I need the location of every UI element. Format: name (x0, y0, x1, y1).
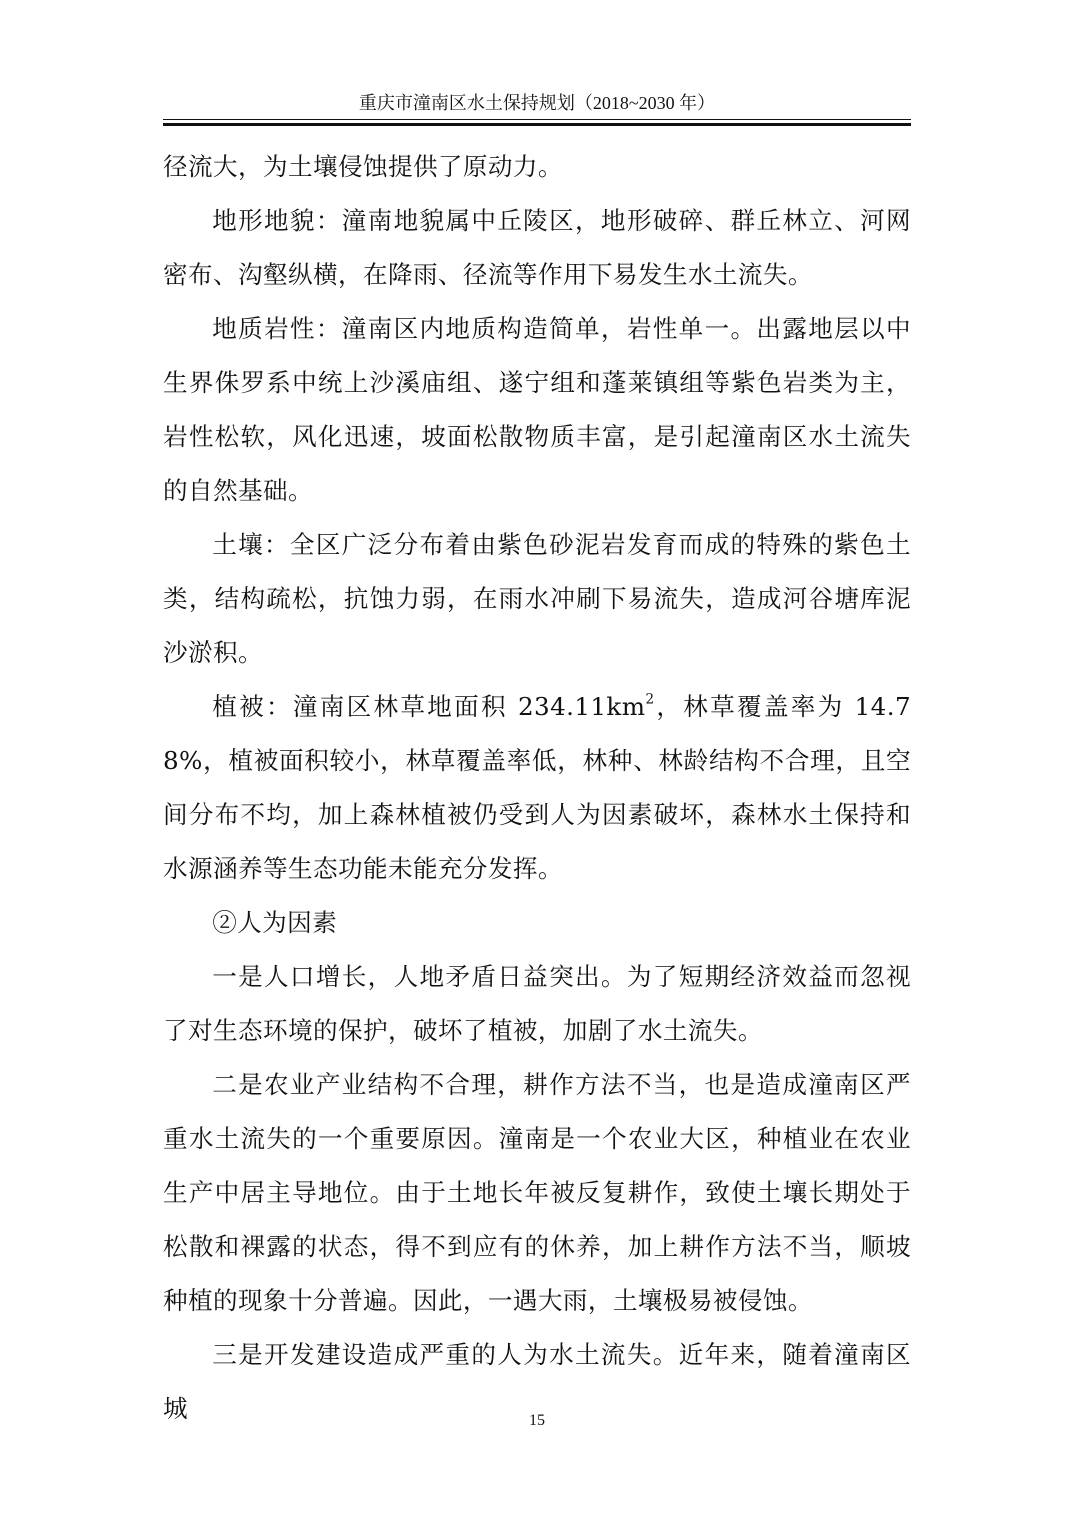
header-rule-thin (163, 119, 911, 120)
page-number: 15 (529, 1412, 545, 1429)
paragraph-continuation: 径流大，为土壤侵蚀提供了原动力。 (163, 152, 563, 181)
subheading-human-factors: ②人为因素 (212, 908, 338, 937)
paragraph-human-3: 三是开发建设造成严重的人为水土流失。近年来，随着潼南区城 (163, 1340, 911, 1423)
paragraph-human-2: 二是农业产业结构不合理，耕作方法不当，也是造成潼南区严重水土流失的一个重要原因。潼南是一个农业大区，种植业在农业生产中居主导地位。由于土地长年被反复耕作，致使土壤长期处于松散和裸露的状态，得不到应有的休养，加上耕作方法不当，顺坡种植的现象十分普遍。因此，一遇大雨，土壤极易被侵蚀。 (163, 1070, 911, 1315)
vegetation-text-a: 植被：潼南区林草地面积 234.11km (212, 692, 646, 721)
vegetation-text-b: ，林草覆盖率为 14.78%，植被面积较小，林草覆盖率低，林种、林龄结构不合理，且空间分布不均，加上森林植被仍受到人为因素破坏，森林水土保持和水源涵养等生态功能未能充分发挥。 (163, 692, 911, 883)
body-text (163, 140, 911, 1436)
running-header: 重庆市潼南区水土保持规划（2018~2030 年） (358, 93, 716, 113)
paragraph-terrain: 地形地貌：潼南地貌属中丘陵区，地形破碎、群丘林立、河网密布、沟壑纵横，在降雨、径流等作用下易发生水土流失。 (163, 206, 911, 289)
paragraph-soil: 土壤：全区广泛分布着由紫色砂泥岩发育而成的特殊的紫色土类，结构疏松，抗蚀力弱，在雨水冲刷下易流失，造成河谷塘库泥沙淤积。 (163, 530, 911, 667)
paragraph-human-1: 一是人口增长，人地矛盾日益突出。为了短期经济效益而忽视了对生态环境的保护，破坏了植被，加剧了水土流失。 (163, 962, 911, 1045)
superscript-area-unit: 2 (645, 691, 655, 708)
paragraph-geology: 地质岩性：潼南区内地质构造简单，岩性单一。出露地层以中生界侏罗系中统上沙溪庙组、遂宁组和蓬莱镇组等紫色岩类为主，岩性松软，风化迅速，坡面松散物质丰富，是引起潼南区水土流失的自然基础。 (163, 314, 911, 505)
paragraph-vegetation (163, 680, 911, 896)
header-rule-thick (163, 123, 911, 126)
